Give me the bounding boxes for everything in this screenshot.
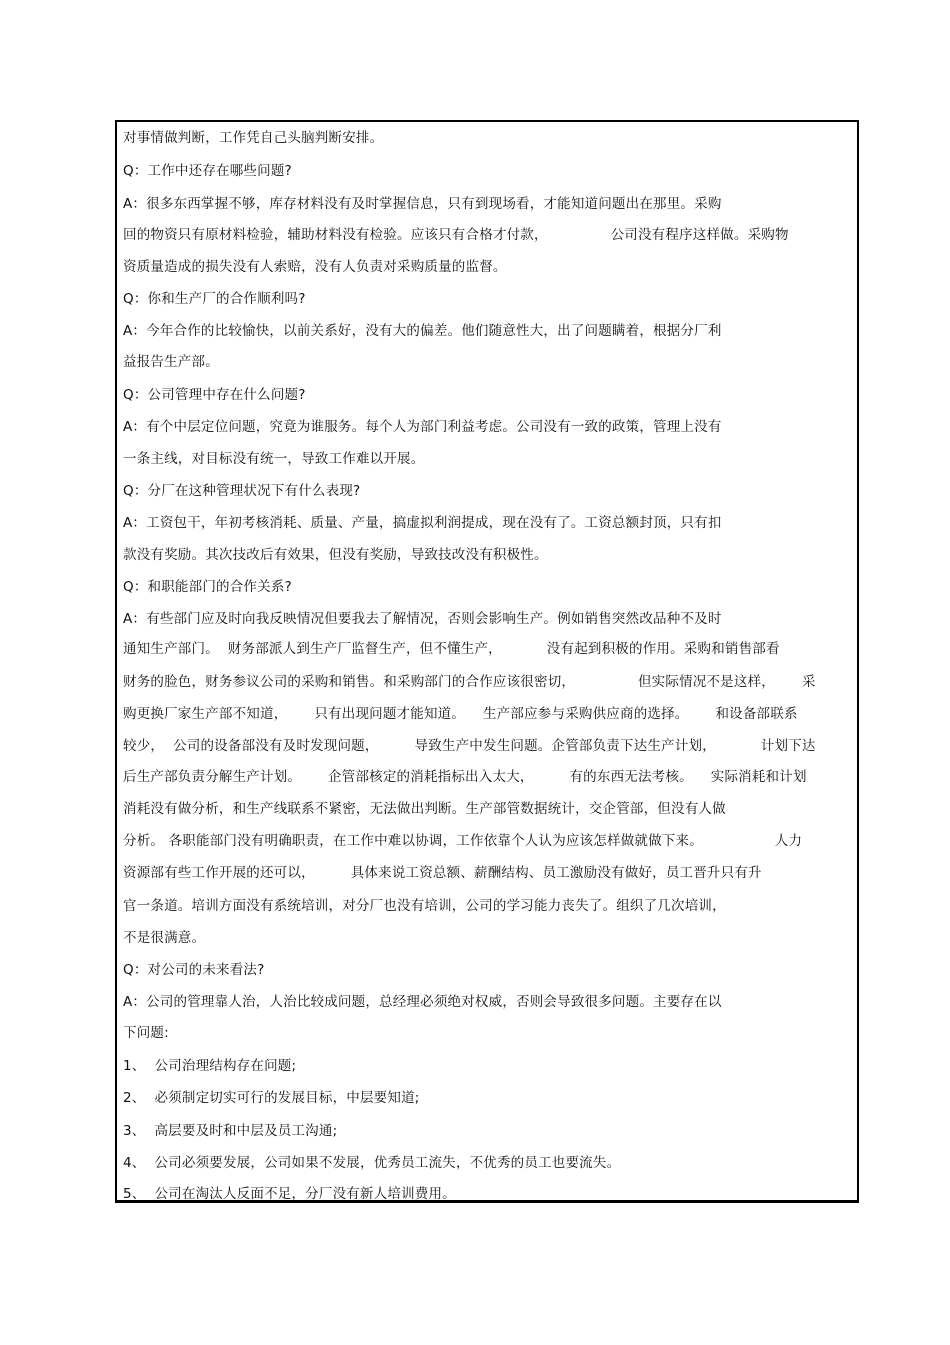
answer-line: A：今年合作的比较愉快，以前关系好，没有大的偏差。他们随意性大，出了问题瞒着，根据分厂利 <box>123 323 722 339</box>
question-line: Q：公司管理中存在什么问题? <box>123 387 306 403</box>
answer-line: 益报告生产部。 <box>123 354 219 370</box>
answer-line: 较少， 公司的设备部没有及时发现问题， 导致生产中发生问题。企管部负责下达生产计划， 计划下达 <box>123 738 816 754</box>
question-line: Q：对公司的未来看法? <box>123 962 265 978</box>
answer-line: A：有个中层定位问题，究竟为谁服务。每个人为部门利益考虑。公司没有一致的政策，管理上没有 <box>123 419 722 435</box>
answer-line: 资源部有些工作开展的还可以， 具体来说工资总额、薪酬结构、员工激励没有做好，员工晋升只有升 <box>123 865 762 881</box>
answer-line: 资质量造成的损失没有人索赔，没有人负责对采购质量的监督。 <box>123 259 507 275</box>
question-line: Q：分厂在这种管理状况下有什么表现? <box>123 483 361 499</box>
numbered-item: 2、 必须制定切实可行的发展目标，中层要知道; <box>123 1090 420 1106</box>
answer-line: 消耗没有做分析，和生产线联系不紧密，无法做出判断。生产部管数据统计，交企管部，但没有人做 <box>123 801 726 817</box>
answer-line: 款没有奖励。其次技改后有效果，但没有奖励，导致技改没有积极性。 <box>123 547 548 563</box>
paragraph-line: 对事情做判断，工作凭自己头脑判断安排。 <box>123 130 384 146</box>
answer-line: 不是很满意。 <box>123 930 206 946</box>
numbered-item: 4、 公司必须要发展，公司如果不发展，优秀员工流失，不优秀的员工也要流失。 <box>123 1155 621 1171</box>
answer-line: 回的物资只有原材料检验，辅助材料没有检验。应该只有合格才付款， 公司没有程序这样做。采购物 <box>123 227 789 243</box>
question-line: Q：和职能部门的合作关系? <box>123 579 292 595</box>
answer-line: 下问题: <box>123 1025 169 1041</box>
answer-line: A：公司的管理靠人治，人治比较成问题，总经理必须绝对权威，否则会导致很多问题。主要存在以 <box>123 994 722 1010</box>
numbered-item: 1、 公司治理结构存在问题; <box>123 1058 297 1074</box>
answer-line: 购更换厂家生产部不知道， 只有出现问题才能知道。 生产部应参与采购供应商的选择。 和设备部联系 <box>123 706 798 722</box>
answer-line: 分析。 各职能部门没有明确职责，在工作中难以协调，工作依靠个人认为应该怎样做就做下来。 人力 <box>123 833 803 849</box>
answer-line: A：很多东西掌握不够，库存材料没有及时掌握信息，只有到现场看，才能知道问题出在那里。采购 <box>123 196 722 212</box>
numbered-item: 3、 高层要及时和中层及员工沟通; <box>123 1123 338 1139</box>
answer-line: 后生产部负责分解生产计划。 企管部核定的消耗指标出入太大， 有的东西无法考核。 实际消耗和计划 <box>123 769 807 785</box>
answer-line: A：有些部门应及时向我反映情况但要我去了解情况，否则会影响生产。例如销售突然改品种不及时 <box>123 611 722 627</box>
numbered-item: 5、 公司在淘汰人反面不足，分厂没有新人培训费用。 <box>123 1186 456 1202</box>
interview-table-border <box>115 120 859 1203</box>
question-line: Q：你和生产厂的合作顺利吗? <box>123 291 306 307</box>
answer-line: 官一条道。培训方面没有系统培训，对分厂也没有培训，公司的学习能力丧失了。组织了几次培训， <box>123 898 726 914</box>
answer-line: 财务的脸色，财务参议公司的采购和销售。和采购部门的合作应该很密切， 但实际情况不是这样， 采 <box>123 674 816 690</box>
answer-line: 通知生产部门。 财务部派人到生产厂监督生产，但不懂生产， 没有起到积极的作用。采购和销售部看 <box>123 641 780 657</box>
question-line: Q：工作中还存在哪些问题? <box>123 163 292 179</box>
answer-line: A：工资包干，年初考核消耗、质量、产量，搞虚拟利润提成，现在没有了。工资总额封顶，只有扣 <box>123 515 722 531</box>
answer-line: 一条主线，对目标没有统一，导致工作难以开展。 <box>123 451 425 467</box>
